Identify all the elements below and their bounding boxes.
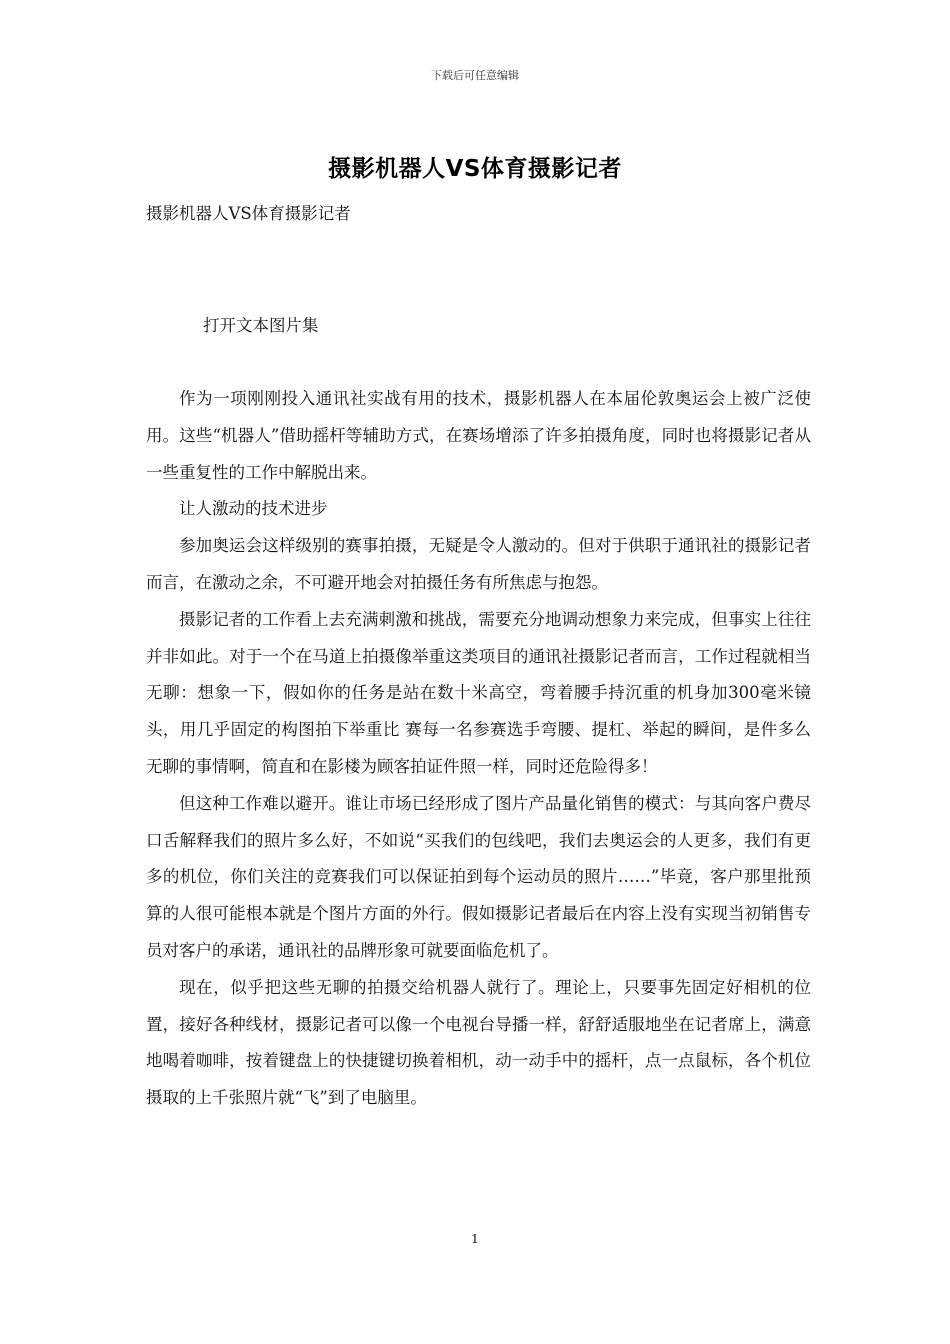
paragraph-intro: 作为一项刚刚投入通讯社实战有用的技术，摄影机器人在本届伦敦奥运会上被广泛使用。这些“机器人”借助摇杆等辅助方式，在赛场增添了许多拍摄角度，同时也将摄影记者从一些重复性的工作中解脱出来。: [146, 389, 811, 482]
paragraph: 参加奥运会这样级别的赛事拍摄，无疑是令人激动的。但对于供职于通讯社的摄影记者而言，在激动之余，不可避开地会对拍摄任务有所焦虑与抱怨。: [146, 536, 811, 592]
document-subtitle: 摄影机器人VS体育摄影记者: [146, 204, 351, 223]
section-heading: 让人激动的技术进步: [179, 499, 328, 519]
paragraph: 摄影记者的工作看上去充满刺激和挑战，需要充分地调动想象力来完成，但事实上往往并非如此。对于一个在马道上拍摄像举重这类项目的通讯社摄影记者而言，工作过程就相当无聊：想象一下，假如你的任务是站在数十米高空，弯着腰手持沉重的机身加300毫米镜头，用几乎固定的构图拍下举重比 赛每一名参赛选手弯腰、提杠、举起的瞬间，是件多么无聊的事情啊，简直和在影楼为顾客拍证件照一样，同时还危险得多！: [146, 609, 811, 776]
paragraph: 现在，似乎把这些无聊的拍摄交给机器人就行了。理论上，只要事先固定好相机的位置，接好各种线材，摄影记者可以像一个电视台导播一样，舒舒适服地坐在记者席上，满意地喝着咖啡，按着键盘上的快捷键切换着相机，动一动手中的摇杆，点一点鼠标，各个机位摄取的上千张照片就“飞”到了电脑里。: [146, 977, 811, 1108]
open-gallery-link[interactable]: 打开文本图片集: [203, 316, 319, 335]
page-number: 1: [471, 1232, 479, 1246]
header-note: 下载后可任意编辑: [431, 69, 519, 82]
body-text: [146, 381, 811, 1117]
document-title: 摄影机器人VS体育摄影记者: [328, 156, 622, 182]
paragraph: 但这种工作难以避开。谁让市场已经形成了图片产品量化销售的模式：与其向客户费尽口舌解释我们的照片多么好，不如说“买我们的包线吧，我们去奥运会的人更多，我们有更多的机位，你们关注的竞赛我们可以保证拍到每个运动员的照片……”毕竟，客户那里批预算的人很可能根本就是个图片方面的外行。假如摄影记者最后在内容上没有实现当初销售专员对客户的承诺，通讯社的品牌形象可就要面临危机了。: [146, 793, 811, 960]
